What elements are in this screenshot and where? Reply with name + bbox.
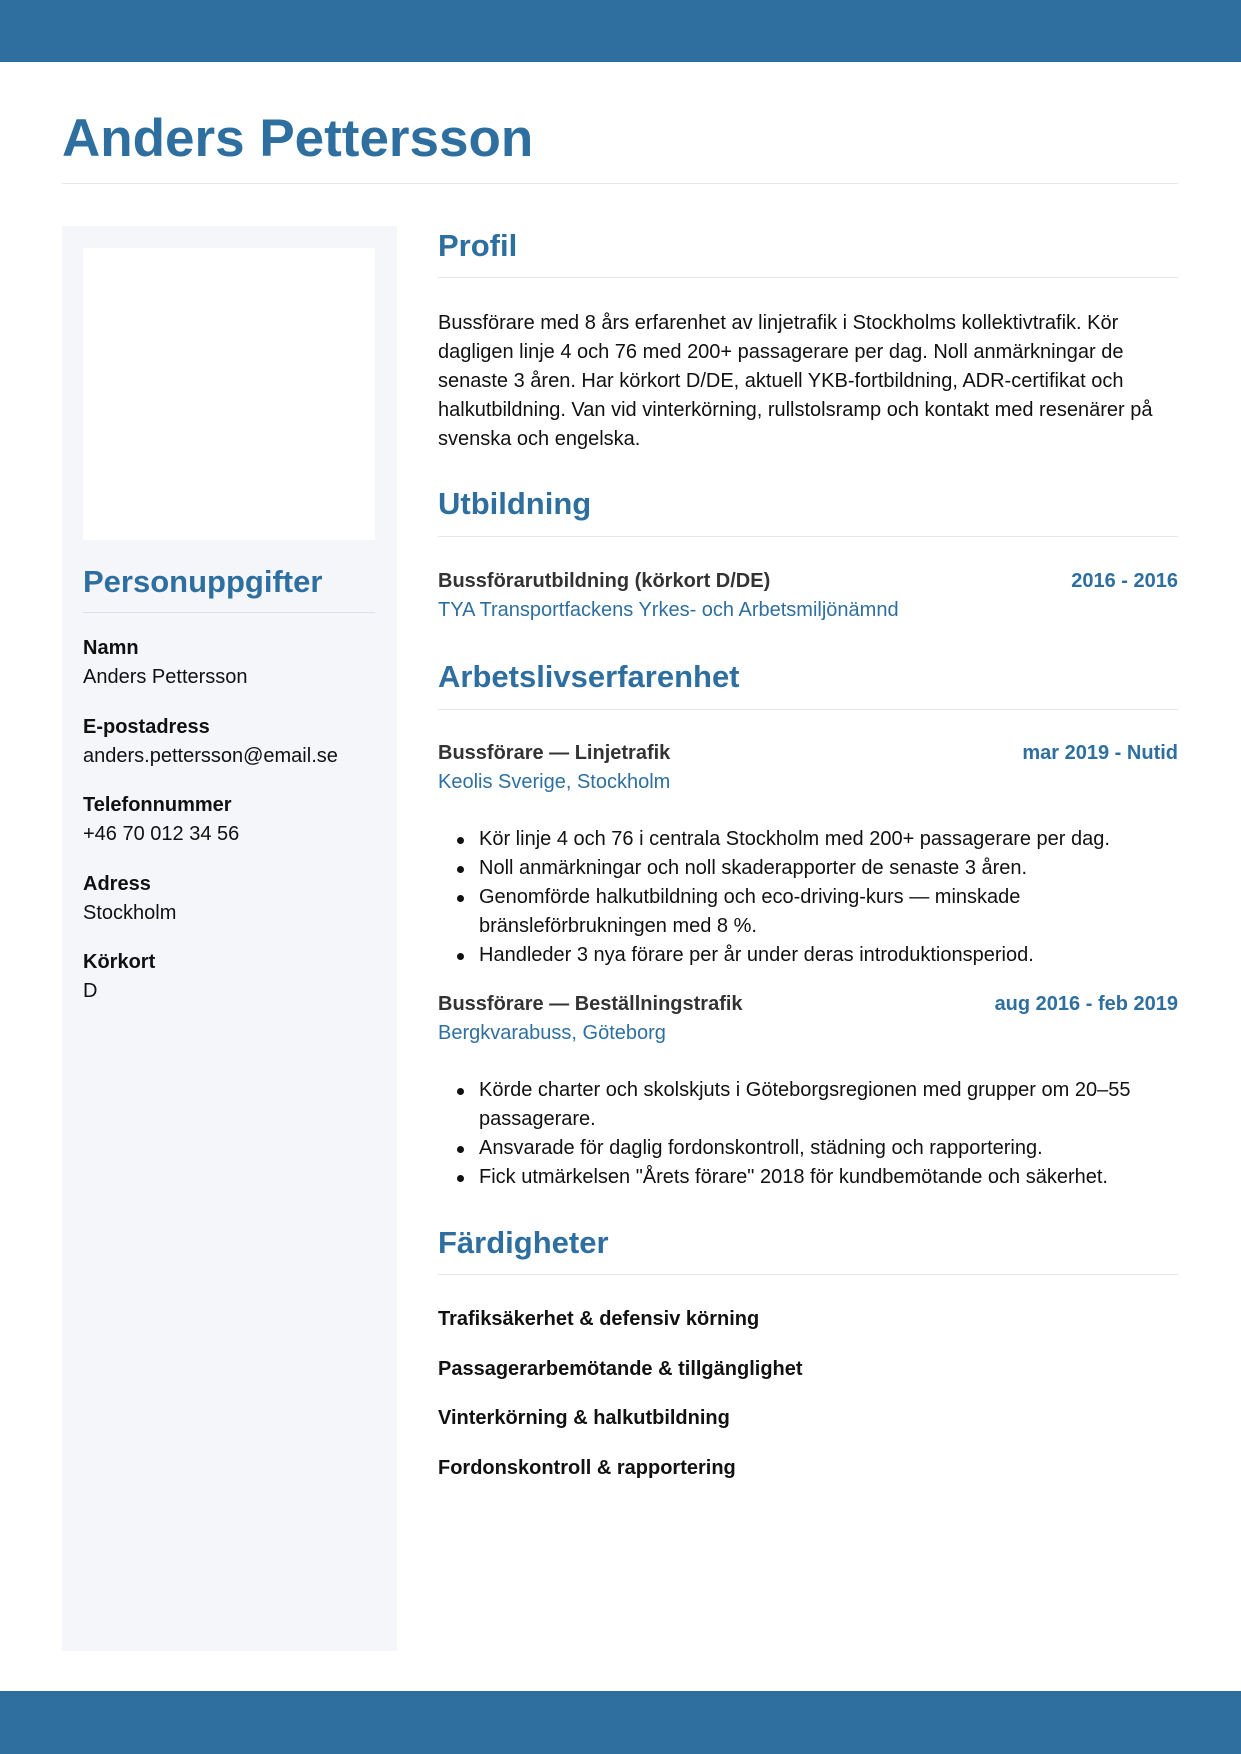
skills-divider [438,1274,1178,1275]
info-value: anders.pettersson@email.se [83,744,338,767]
entry-organization: TYA Transportfackens Yrkes- och Arbetsmiljönämnd [438,599,899,621]
info-label: Namn [83,637,139,659]
info-value: D [83,980,98,1002]
skill-item: Fordonskontroll & rapportering [438,1456,736,1479]
skill-item: Trafiksäkerhet & defensiv körning [438,1308,760,1330]
skill-item: Vinterkörning & halkutbildning [438,1407,730,1429]
info-value: Stockholm [83,901,177,924]
info-address [83,870,375,949]
entry-date: mar 2019 - Nutid [1022,742,1178,764]
info-label: Telefonnummer [83,794,232,816]
experience-divider [438,709,1178,710]
personal-info-heading: Personuppgifter [83,564,323,599]
list-item: Kör linje 4 och 76 i centrala Stockholm med 200+ passagerare per dag. [438,825,1178,854]
profile-divider [438,277,1178,278]
sidebar [62,226,397,1651]
profile-photo-placeholder [83,248,375,540]
info-label: E-postadress [83,715,210,738]
profile-heading: Profil [438,228,518,263]
bottom-accent-bar [0,1691,1241,1754]
profile-text: Bussförare med 8 års erfarenhet av linjetrafik i Stockholms kollektivtrafik. Kör dagligen linje 4 och 76 med 200+ passagerare per dag. Noll anmärkningar de senaste 3 åren. Har körkort D/DE, aktuell YKB-fortbildning, ADR-certifikat och halkutbildning. Van vid vinterkörning, rullstolsramp och kontakt med resenärer på svenska och engelska. [438,312,1153,450]
entry-title: Bussförarutbildning (körkort D/DE) [438,570,771,592]
list-item: Handleder 3 nya förare per år under deras introduktionsperiod. [438,941,1178,970]
entry-bullet-list [438,825,1178,970]
entry-bullet-list [438,1076,1178,1192]
skills-list [438,1305,1178,1503]
skill-item: Passagerarbemötande & tillgänglighet [438,1357,803,1380]
entry-organization: Bergkvarabuss, Göteborg [438,1022,666,1044]
info-license [83,948,375,1027]
info-phone [83,791,375,870]
entry-date: 2016 - 2016 [1071,570,1178,592]
education-heading: Utbildning [438,486,592,521]
info-value: +46 70 012 34 56 [83,823,240,845]
entry-title: Bussförare — Beställningstrafik [438,993,743,1015]
entry-date: aug 2016 - feb 2019 [994,993,1178,1015]
info-name [83,634,375,713]
page-title: Anders Pettersson [62,109,534,168]
info-label: Körkort [83,951,156,973]
list-item: Körde charter och skolskjuts i Göteborgsregionen med grupper om 20–55 passagerare. [438,1076,1178,1134]
top-accent-bar [0,0,1241,62]
title-divider [62,183,1178,184]
list-item: Ansvarade för daglig fordonskontroll, städning och rapportering. [438,1134,1178,1163]
personal-info-list [83,634,375,1027]
info-email [83,713,375,792]
entry-organization: Keolis Sverige, Stockholm [438,771,671,793]
education-divider [438,536,1178,537]
info-label: Adress [83,872,151,895]
entry-title: Bussförare — Linjetrafik [438,742,671,764]
experience-heading: Arbetslivserfarenhet [438,659,740,694]
list-item: Fick utmärkelsen "Årets förare" 2018 för kundbemötande och säkerhet. [438,1163,1178,1192]
skills-heading: Färdigheter [438,1225,609,1260]
list-item: Genomförde halkutbildning och eco-driving-kurs — minskade bränsleförbrukningen med 8 %. [438,883,1178,941]
info-value: Anders Pettersson [83,666,248,688]
list-item: Noll anmärkningar och noll skaderapporter de senaste 3 åren. [438,854,1178,883]
personal-info-divider [83,612,375,613]
